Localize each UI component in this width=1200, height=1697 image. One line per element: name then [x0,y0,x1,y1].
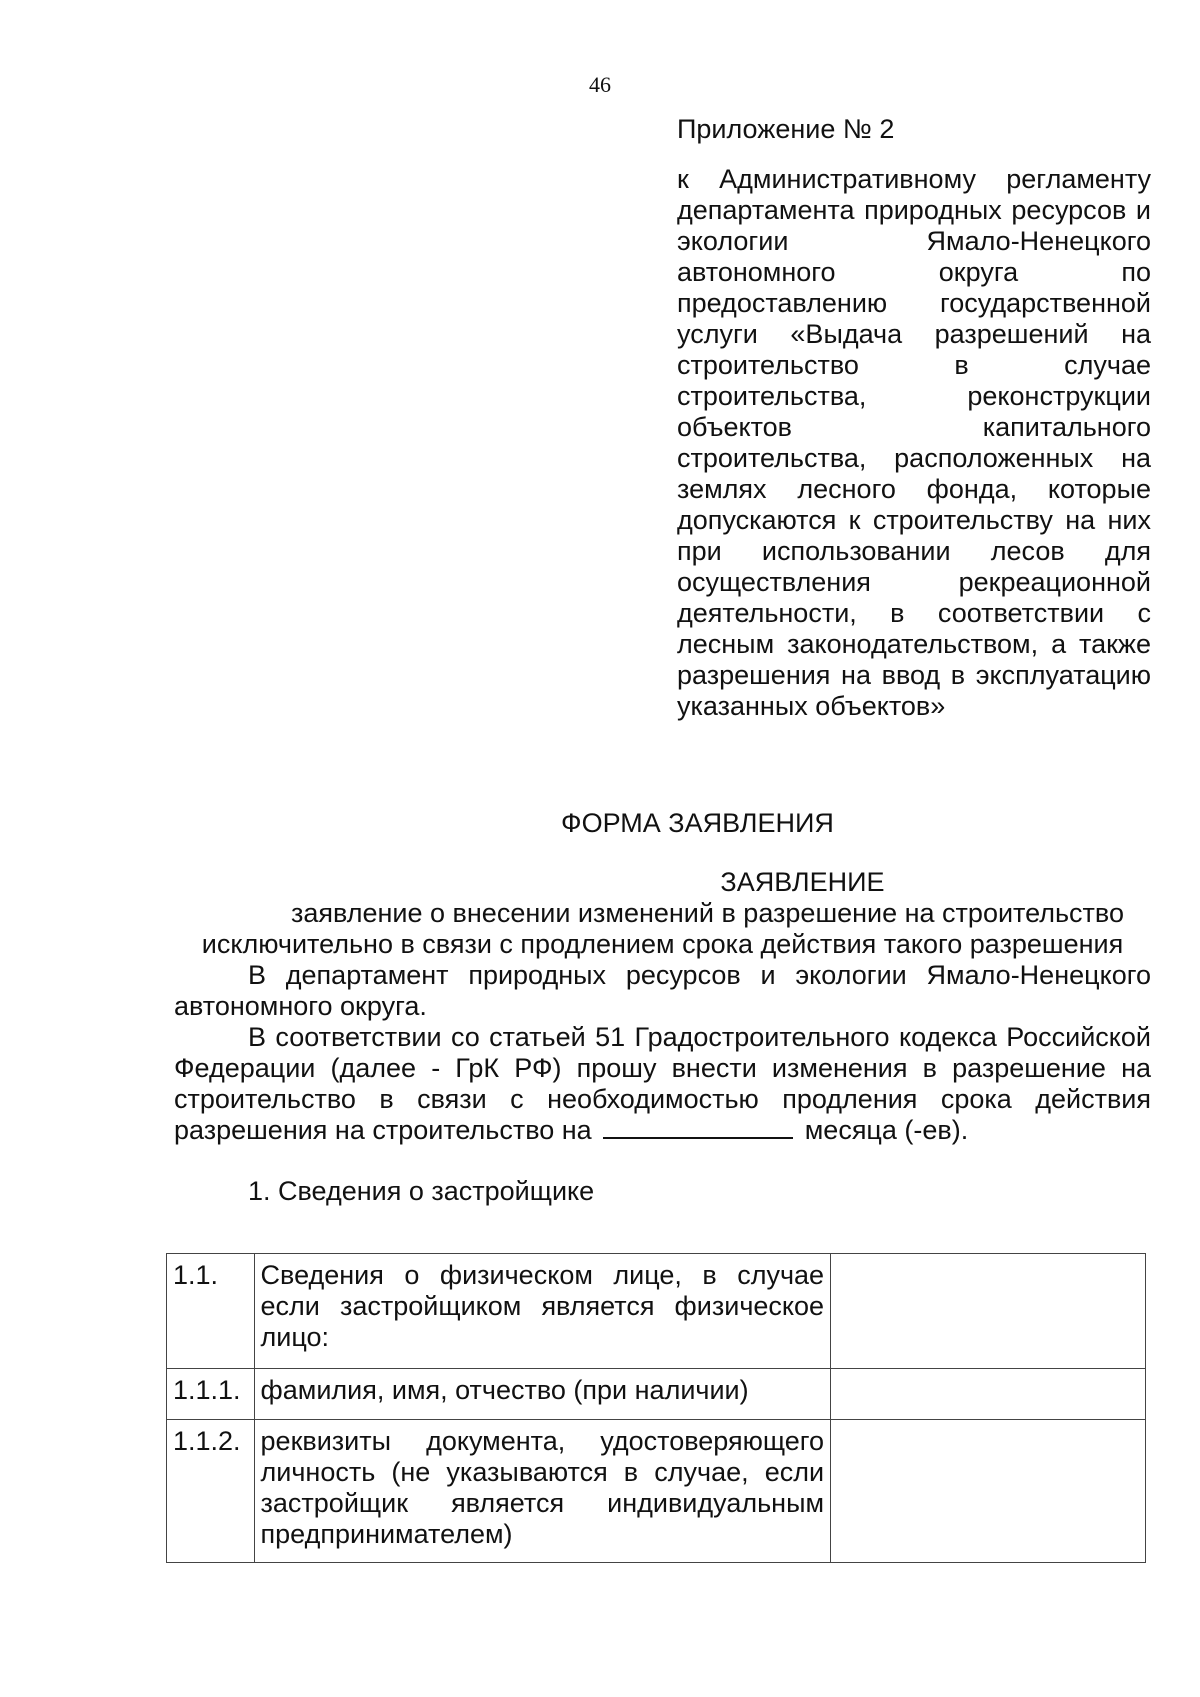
row-value-cell[interactable] [831,1369,1146,1420]
statement-heading: ЗАЯВЛЕНИЕ [720,867,885,897]
row-label: Сведения о физическом лице, в случае если застройщиком является физическое лицо: [254,1254,831,1369]
developer-info-table [166,1253,1146,1563]
row-number: 1.1. [167,1254,255,1369]
months-blank-field[interactable] [603,1115,793,1139]
row-value-cell[interactable] [831,1420,1146,1563]
row-number: 1.1.1. [167,1369,255,1420]
appendix-text: к Административному регламенту департамента природных ресурсов и экологии Ямало-Ненецкого автономного округа по предоставлению государственной услуги «Выдача разрешений на строительство в случае строительства, реконструкции объектов капитального строительства, расположенных на землях лесного фонда, которые допускаются к строительству на них при использовании лесов для осуществления рекреационной деятельности, в соответствии с лесным законодательством, а также разрешения на ввод в эксплуатацию указанных объектов» [677,164,1151,721]
statement-block [174,867,1151,1207]
request-text-end: месяца (-ев). [804,1115,969,1145]
request-paragraph [174,1022,1151,1146]
row-label: реквизиты документа, удостоверяющего личность (не указываются в случае, если застройщик является индивидуальным предпринимателем) [254,1420,831,1563]
section-heading: 1. Сведения о застройщике [248,1176,595,1206]
table-row [167,1369,1146,1420]
table-row [167,1254,1146,1369]
appendix-block [677,114,1151,722]
form-title: ФОРМА ЗАЯВЛЕНИЯ [561,808,834,838]
request-text: В соответствии со статьей 51 Градостроительного кодекса Российской Федерации (далее - ГрК РФ) прошу внести изменения в разрешение на строительство в связи с необходимостью продления срока действия разрешения на строительство на [174,1022,1151,1145]
page-number: 46 [589,72,611,97]
row-value-cell[interactable] [831,1254,1146,1369]
addressee-paragraph: В департамент природных ресурсов и экологии Ямало-Ненецкого автономного округа. [174,960,1151,1021]
appendix-title: Приложение № 2 [677,114,895,144]
statement-subtitle-line1: заявление о внесении изменений в разрешение на строительство [291,898,1124,928]
row-number: 1.1.2. [167,1420,255,1563]
table-row [167,1420,1146,1563]
statement-subtitle-line2: исключительно в связи с продлением срока действия такого разрешения [201,929,1124,959]
row-label: фамилия, имя, отчество (при наличии) [254,1369,831,1420]
